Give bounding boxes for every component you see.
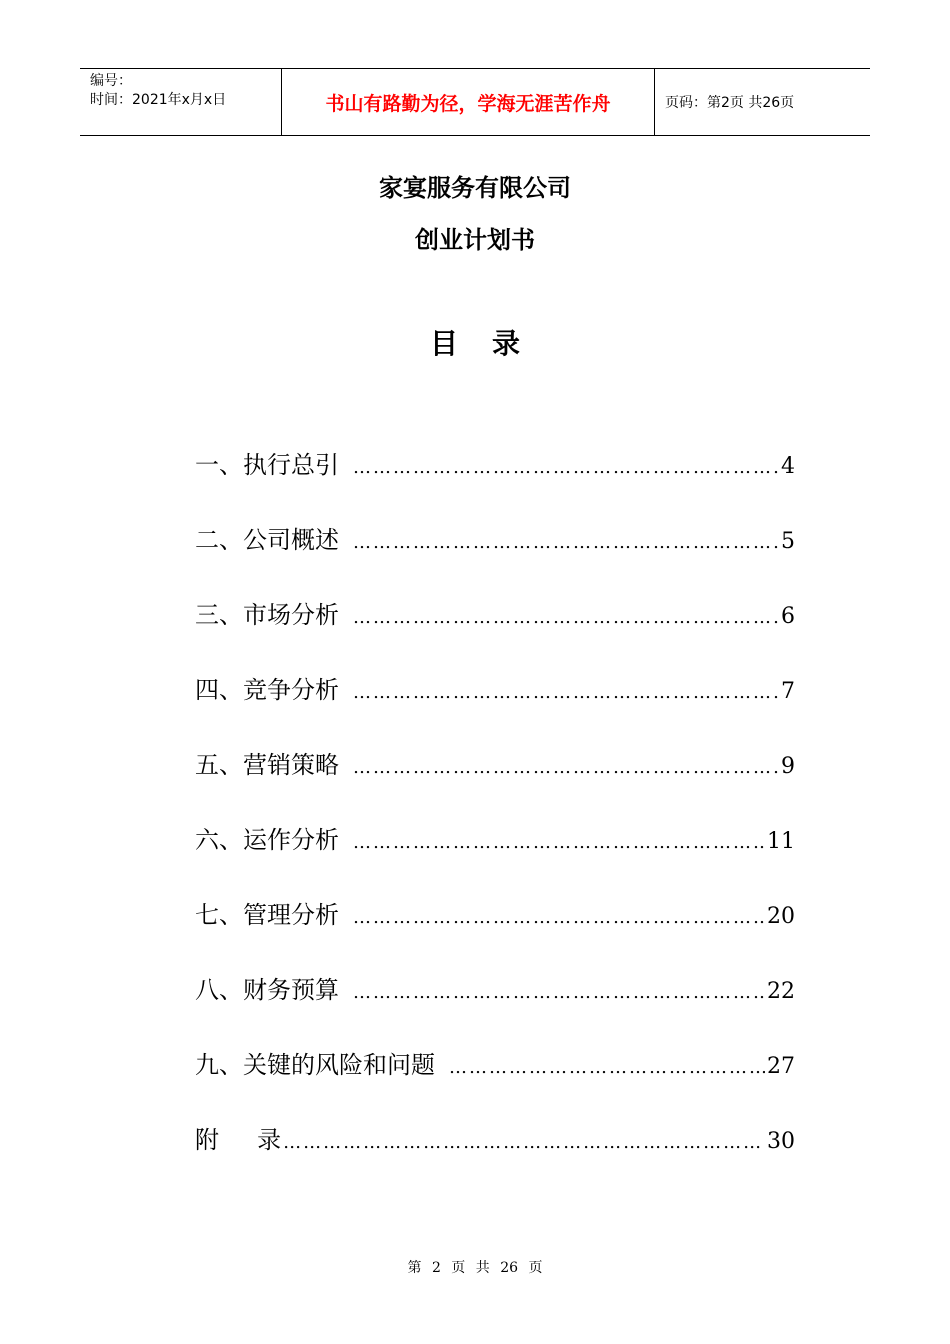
toc-entry[interactable] [195,970,795,1045]
page-footer: 第 2 页 共 26 页 [407,1260,543,1276]
toc-entry[interactable] [195,595,795,670]
toc-leader-dots [353,598,779,638]
toc-entry-page: 22 [767,979,795,1004]
toc-entry-page: 9 [781,754,795,779]
toc-entry[interactable] [195,745,795,820]
toc-entry[interactable] [195,520,795,595]
toc-entry-label: 九、关键的风险和问题 [195,1051,435,1079]
toc-leader-dots [353,898,765,938]
toc-leader-dots [449,1048,765,1088]
table-of-contents [195,445,795,1195]
toc-entry[interactable] [195,1120,795,1195]
toc-entry-page: 6 [781,604,795,629]
document-type: 创业计划书 [415,226,535,254]
header-meta [80,69,282,135]
toc-entry-label: 八、财务预算 [195,976,339,1004]
page-header [80,68,870,136]
toc-entry[interactable] [195,445,795,520]
toc-entry-page: 20 [767,904,795,929]
toc-leader-dots [283,1123,765,1163]
toc-entry-page: 7 [781,679,795,704]
company-name: 家宴服务有限公司 [379,174,571,202]
toc-leader-dots [353,973,765,1013]
toc-entry[interactable] [195,670,795,745]
date-label: 时间：2021年x月x日 [90,92,227,108]
toc-entry[interactable] [195,820,795,895]
header-motto: 书山有路勤为径，学海无涯苦作舟 [282,69,655,135]
toc-entry[interactable] [195,895,795,970]
toc-entry-label: 三、市场分析 [195,601,339,629]
toc-entry-label: 五、营销策略 [195,751,339,779]
toc-leader-dots [353,523,779,563]
toc-entry-page: 27 [767,1054,795,1079]
toc-leader-dots [353,823,765,863]
toc-entry[interactable] [195,1045,795,1120]
toc-entry-label: 四、竞争分析 [195,676,339,704]
toc-entry-label: 七、管理分析 [195,901,339,929]
serial-number-label: 编号： [90,73,132,89]
toc-entry-label: 附 录 [195,1126,282,1154]
toc-heading: 目录 [429,327,554,360]
toc-leader-dots [353,448,779,488]
toc-entry-page: 5 [781,529,795,554]
header-page-info: 页码：第2页 共26页 [665,95,795,111]
toc-leader-dots [353,673,779,713]
toc-entry-page: 4 [781,454,795,479]
toc-entry-label: 二、公司概述 [195,526,339,554]
toc-leader-dots [353,748,779,788]
toc-entry-page: 11 [767,829,795,854]
toc-entry-page: 30 [767,1129,795,1154]
toc-entry-label: 一、执行总引 [195,451,339,479]
toc-entry-label: 六、运作分析 [195,826,339,854]
